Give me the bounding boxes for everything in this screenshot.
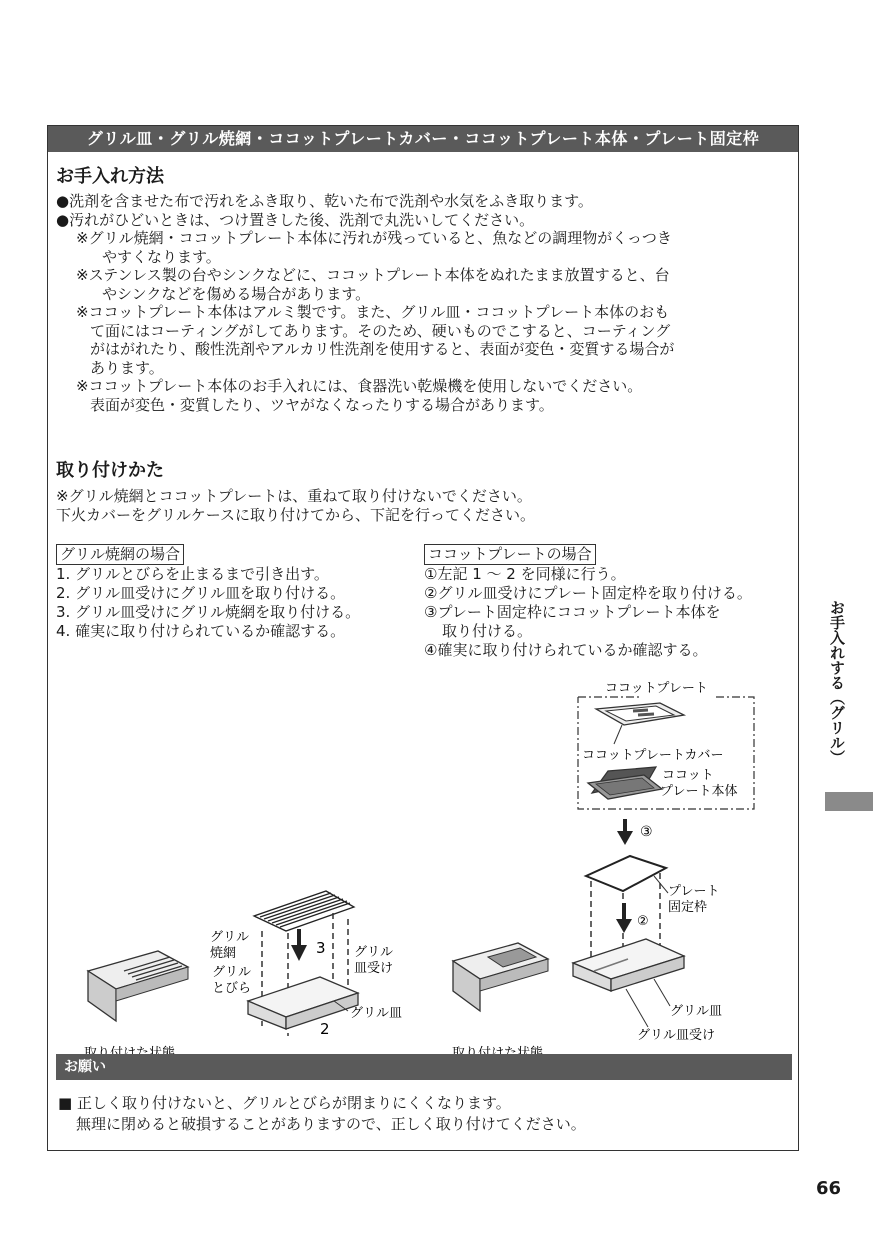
step-item: ③プレート固定枠にココットプレート本体を — [424, 603, 721, 621]
install-intro-line: 下火カバーをグリルケースに取り付けてから、下記を行ってください。 — [56, 505, 535, 524]
step-item: ②グリル皿受けにプレート固定枠を取り付ける。 — [424, 584, 752, 602]
net-label: グリル焼網の場合 — [56, 544, 184, 565]
step-item: 1. グリルとびらを止まるまで引き出す。 — [56, 565, 329, 583]
notice-text — [58, 1093, 586, 1135]
content-frame — [47, 125, 799, 1151]
notice-line: ■ 正しく取り付けないと、グリルとびらが閉まりにくくなります。 — [58, 1094, 511, 1112]
notice-heading: お願い — [56, 1054, 792, 1080]
care-text — [56, 192, 674, 414]
care-line: ●洗剤を含ませた布で汚れをふき取り、乾いた布で洗剤や水気をふき取ります。 — [56, 192, 593, 210]
grill-pan-holder-right-label: グリル皿受け — [637, 1028, 716, 1043]
care-line: やシンクなどを傷める場合があります。 — [102, 284, 371, 303]
section-title: グリル皿・グリル焼網・ココットプレートカバー・ココットプレート本体・プレート固定枠 — [48, 126, 798, 152]
care-line: ※ココットプレート本体はアルミ製です。また、グリル皿・ココットプレート本体のおも — [76, 303, 670, 321]
installed-right — [452, 943, 548, 1061]
install-figure — [48, 671, 798, 1046]
grill-door-label2: とびら — [212, 981, 252, 996]
page-number: 66 — [816, 1178, 842, 1199]
care-line: て面にはコーティングがしてあります。そのため、硬いものでこすると、コーティング — [90, 321, 671, 340]
num2-label: 2 — [320, 1020, 330, 1038]
cocotte-label: ココットプレートの場合 — [424, 544, 596, 565]
cocotte-body-label1: ココット — [662, 768, 714, 783]
grill-door-label1: グリル — [212, 965, 252, 980]
grill-pan-left — [248, 977, 402, 1038]
install-intro-line: ※グリル焼網とココットプレートは、重ねて取り付けないでください。 — [56, 487, 532, 505]
care-line: ●汚れがひどいときは、つけ置きした後、洗剤で丸洗いしてください。 — [56, 210, 535, 229]
arrow-step3 — [617, 819, 653, 845]
grill-pan-right — [573, 939, 722, 1043]
grill-net-label1: グリル — [210, 930, 250, 945]
step-item: 2. グリル皿受けにグリル皿を取り付ける。 — [56, 584, 346, 602]
cocotte-plate-label: ココットプレート — [605, 681, 708, 696]
plate-frame-label2: 固定枠 — [668, 900, 708, 915]
step-item: ①左記 1 ～ 2 を同様に行う。 — [424, 565, 626, 583]
care-line: ※ステンレス製の台やシンクなどに、ココットプレート本体をぬれたまま放置すると、台 — [76, 266, 670, 284]
care-line: ※ココットプレート本体のお手入れには、食器洗い乾燥機を使用しないでください。 — [76, 377, 643, 395]
care-line: あります。 — [90, 358, 164, 377]
notice-line: 無理に閉めると破損することがありますので、正しく取り付けてください。 — [76, 1115, 586, 1133]
installed-left — [84, 951, 188, 1061]
side-tab: お手入れする（グリル） — [828, 600, 846, 765]
care-line: がはがれたり、酸性洗剤やアルカリ性洗剤を使用すると、表面が変色・変質する場合が — [90, 340, 675, 358]
step-item: ④確実に取り付けられているか確認する。 — [424, 641, 708, 659]
net-steps — [56, 544, 360, 641]
care-heading: お手入れ方法 — [56, 166, 164, 187]
care-line: 表面が変色・変質したり、ツヤがなくなったりする場合があります。 — [90, 395, 554, 414]
step3-label: ③ — [640, 824, 653, 840]
grill-pan-right-label: グリル皿 — [670, 1004, 723, 1019]
cocotte-cover-label: ココットプレートカバー — [582, 748, 724, 763]
grill-net-label2: 焼網 — [210, 946, 237, 961]
cocotte-steps — [424, 544, 752, 660]
care-line: ※グリル焼網・ココットプレート本体に汚れが残っていると、魚などの調理物がくっつき — [76, 229, 672, 247]
cocotte-body-label2: プレート本体 — [660, 784, 738, 799]
grill-pan-left-label: グリル皿 — [350, 1006, 403, 1021]
grill-holder-label2: 皿受け — [354, 961, 394, 976]
num3-label: 3 — [316, 939, 326, 957]
cocotte-plate-box — [578, 681, 754, 809]
step-item: 取り付ける。 — [442, 622, 533, 640]
grill-holder-label1: グリル — [354, 945, 394, 960]
install-intro — [56, 487, 535, 524]
step2-circ-label: ② — [637, 914, 649, 929]
care-line: やすくなります。 — [102, 247, 221, 266]
step-item: 4. 確実に取り付けられているか確認する。 — [56, 622, 346, 640]
plate-frame-label1: プレート — [668, 884, 720, 899]
install-heading: 取り付けかた — [56, 460, 164, 481]
side-tab-marker — [825, 792, 873, 811]
step-item: 3. グリル皿受けにグリル焼網を取り付ける。 — [56, 603, 361, 621]
